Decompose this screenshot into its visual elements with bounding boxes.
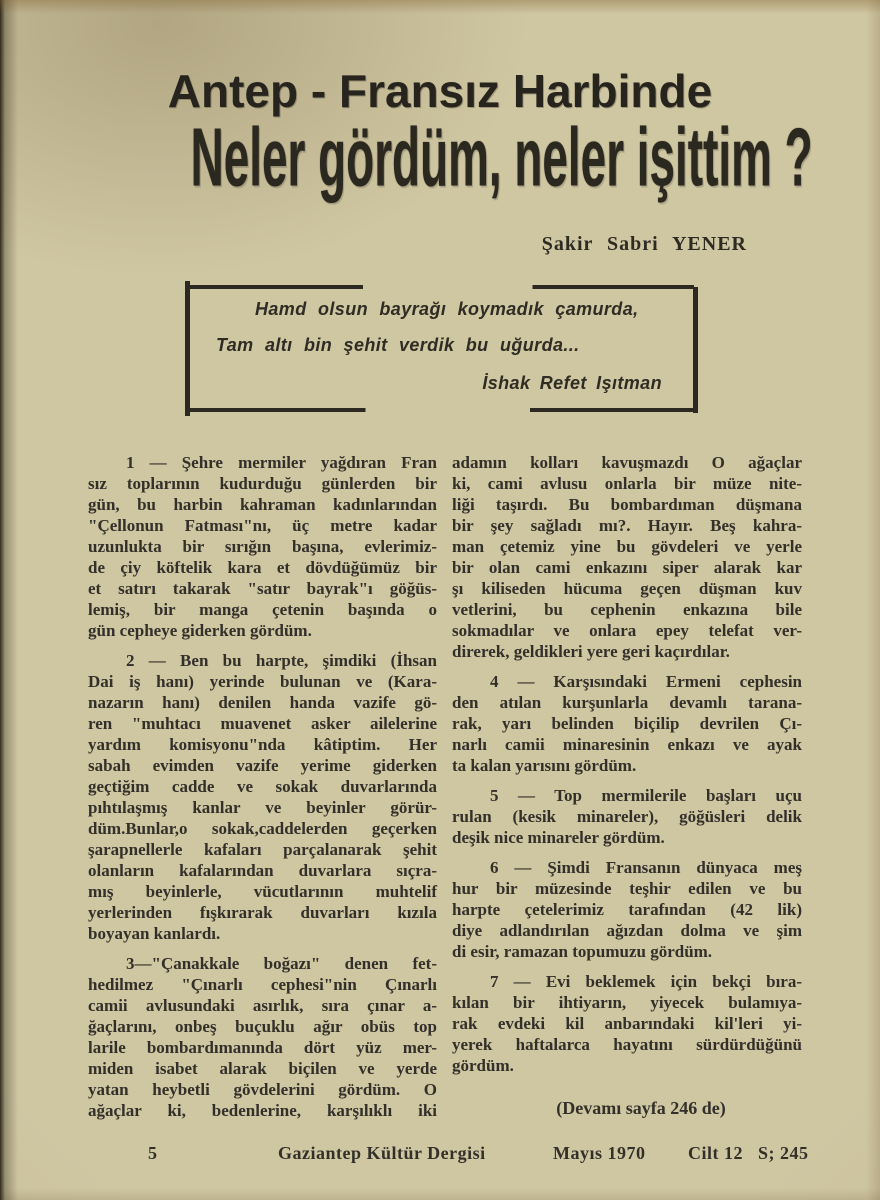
text-line: mış beyinlerle, vücutlarının muhtelif	[88, 882, 437, 901]
paragraph	[452, 452, 802, 662]
text-line: şı kiliseden hücuma geçen düşman kuv	[452, 579, 802, 598]
text-line: hedilmez "Çınarlı cephesi"nin Çınarlı	[88, 975, 437, 994]
text-line: ki, cami avlusu onlarla bir müze nite-	[452, 474, 802, 493]
text-line: Dai iş hanı) yerinde bulunan ve (Kara-	[88, 672, 437, 691]
article-title-wrap	[0, 110, 880, 204]
text-line: rak evdeki kil anbarındaki kil'leri yi-	[452, 1014, 802, 1033]
text-line: uzunlukta bir sırığın başına, evlerimiz-	[88, 537, 437, 556]
article-title: Neler gördüm, neler işittim ?	[190, 110, 813, 204]
paragraph	[452, 785, 802, 848]
text-line: 3—"Çanakkale boğazı" denen fet-	[126, 954, 437, 973]
text-line: bir olan cami enkazını siper alarak kar	[452, 558, 802, 577]
text-line: 7 — Evi beklemek için bekçi bıra-	[490, 972, 802, 991]
article-supertitle: Antep - Fransız Harbinde	[167, 65, 713, 117]
text-line: gün, bu harbin kahraman kadınlarından	[88, 495, 437, 514]
paragraph	[88, 953, 437, 1121]
text-line: diye adlandırılan ağızdan dolma ve şim	[452, 921, 802, 940]
text-line: geçtiğim cadde ve sokak duvarlarında	[88, 777, 437, 796]
text-line: lemiş, bir manga çetenin başında o	[88, 600, 437, 619]
text-line: et satırı takarak "satır bayrak"ı göğüs-	[88, 579, 437, 598]
text-line: liği taşırdı. Bu bombardıman düşmana	[452, 495, 802, 514]
text-line: pıhtılaşmış kanlar ve beyinler görür-	[88, 798, 437, 817]
text-line: yerek haftalarca hayatını sürdürdüğünü	[452, 1035, 802, 1054]
text-line: di esir, ramazan topumuzu gördüm.	[452, 942, 713, 961]
article-right-column	[452, 452, 802, 1076]
author-byline: Şakir Sabri YENER	[541, 233, 747, 255]
paragraph	[452, 671, 802, 776]
text-line: düm.Bunlar,o sokak,caddelerden geçerken	[88, 819, 437, 838]
text-line: den atılan kurşunlarla devamlı tarana-	[452, 693, 802, 712]
text-line: narlı camii minaresinin enkazı ve ayak	[452, 735, 802, 754]
paragraph	[88, 452, 437, 641]
text-line: gün cepheye giderken gördüm.	[88, 621, 312, 640]
text-line: nazarın hanı) denilen handa vazife gö-	[88, 693, 437, 712]
footer-page-number: 5	[148, 1143, 158, 1163]
text-line: rulan (kesik minareler), göğüsleri delik	[452, 807, 802, 826]
footer-magazine-title: Gaziantep Kültür Dergisi	[278, 1143, 486, 1163]
text-line: 5 — Top mermilerile başları uçu	[490, 786, 802, 805]
epigraph-border-bottom	[189, 408, 694, 412]
text-line: bir şey sağladı mı?. Hayır. Beş kahra-	[452, 516, 802, 535]
text-line: 2 — Ben bu harpte, şimdiki (İhsan	[126, 651, 437, 670]
footer-issue-date: Mayıs 1970	[553, 1143, 646, 1163]
text-line: olanların kafalarından duvarlara sıçra-	[88, 861, 437, 880]
text-line: 6 — Şimdi Fransanın dünyaca meş	[490, 858, 802, 877]
text-line: ta kalan yarısını gördüm.	[452, 756, 637, 775]
paragraph	[88, 650, 437, 944]
text-line: de çiy köftelik kara et dövdüğümüz bir	[88, 558, 437, 577]
text-line: hur bir müzesinde teşhir edilen ve bu	[452, 879, 802, 898]
text-line: 1 — Şehre mermiler yağdıran Fran	[126, 453, 437, 472]
text-line: direrek, geldikleri yere geri kaçırdılar.	[452, 642, 730, 661]
text-line: yerlerinden fışkırarak duvarları kızıla	[88, 903, 437, 922]
epigraph-box	[185, 284, 698, 413]
text-line: yatan heybetli gövdelerini gördüm. O	[88, 1080, 437, 1099]
text-line: sokmadılar ve onlara epey telefat ver-	[452, 621, 802, 640]
text-line: şarapnellerle kafaları parçalanarak şehit	[88, 840, 437, 859]
text-line: kılan bir ihtiyarın, yiyecek bulamıya-	[452, 993, 802, 1012]
text-line: adamın kolları kavuşmazdı O ağaçlar	[452, 453, 802, 472]
text-line: sız toplarının kudurduğu günlerden bir	[88, 474, 437, 493]
text-line: rak, yarı belinden biçilip devrilen Çı-	[452, 714, 802, 733]
text-line: miden isabet alarak biçilen ve yerde	[88, 1059, 437, 1078]
text-line: larile bombardımanında dört yüz mer-	[88, 1038, 437, 1057]
text-line: deşik nice minareler gördüm.	[452, 828, 665, 847]
epigraph-verse-line: Hamd olsun bayrağı koymadık çamurda,	[255, 299, 639, 319]
epigraph-border-right	[693, 287, 698, 413]
text-line: ren "muhtacı muavenet asker ailelerine	[88, 714, 437, 733]
text-line: ağaçlar ki, bedenlerine, karşılıklı iki	[88, 1101, 437, 1120]
text-line: man çetemiz yine bu gövdeleri ve yerle	[452, 537, 802, 556]
epigraph-border-left	[185, 281, 190, 416]
text-line: ğaçlarını, onbeş buçuklu ağır obüs top	[88, 1017, 437, 1036]
text-line: sabah evimden vazife yerime giderken	[88, 756, 437, 775]
text-line: camii avlusundaki asırlık, sıra çınar a-	[88, 996, 437, 1015]
epigraph-border-top	[189, 285, 694, 289]
epigraph-attribution: İshak Refet Işıtman	[482, 373, 662, 393]
text-line: "Çellonun Fatması"nı, üç metre kadar	[88, 516, 437, 535]
article-left-column	[88, 452, 437, 1121]
paragraph	[452, 971, 802, 1076]
footer-volume-page: Cilt 12 S; 245	[688, 1143, 809, 1163]
text-line: harpte çetelerimiz tarafından (42 lik)	[452, 900, 802, 919]
text-line: vetlerini, bu cephenin enkazına bile	[452, 600, 802, 619]
text-line: yardım komisyonu"nda kâtiptim. Her	[88, 735, 437, 754]
text-line: gördüm.	[452, 1056, 514, 1075]
continuation-note: (Devamı sayfa 246 de)	[556, 1098, 726, 1118]
paragraph	[452, 857, 802, 962]
text-line: boyayan kanlardı.	[88, 924, 221, 943]
epigraph-verse-line: Tam altı bin şehit verdik bu uğurda...	[216, 335, 580, 355]
text-line: 4 — Karşısındaki Ermeni cephesin	[490, 672, 802, 691]
